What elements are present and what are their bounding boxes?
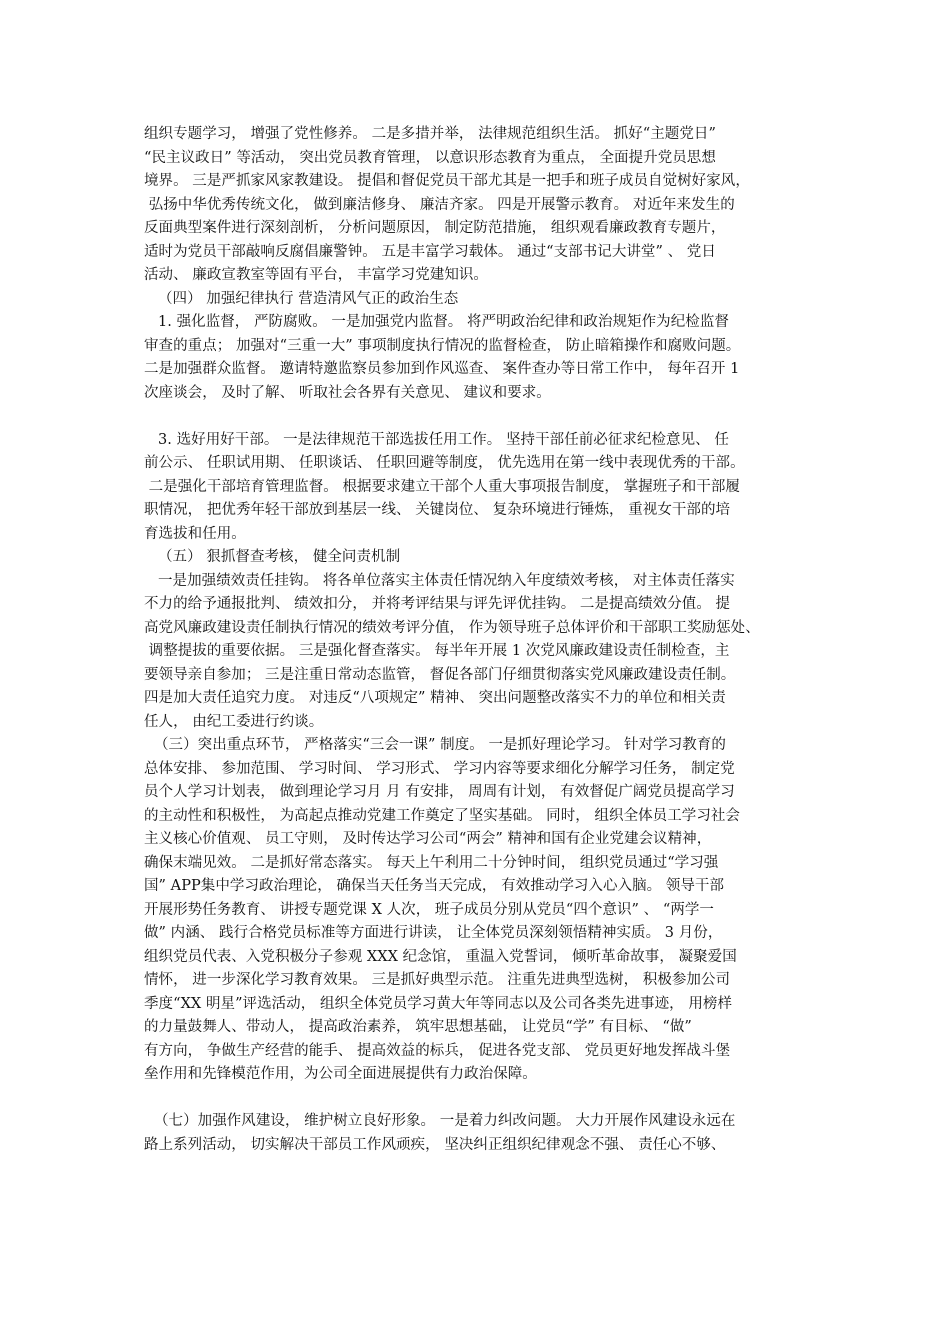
text-line: 组织专题学习， 增强了党性修养。 二是多措并举， 法律规范组织生活。 抓好“主题党日” bbox=[144, 126, 716, 142]
section-heading: （七）加强作风建设， 维护树立良好形象。 一是着力纠改问题。 大力开展作风建设永远在 bbox=[154, 1113, 736, 1129]
text-line: 四是加大责任追究力度。 对违反“八项规定” 精神、 突出问题整改落实不力的单位和相关责 bbox=[144, 690, 726, 706]
text-line: 的力量鼓舞人、带动人， 提高政治素养， 筑牢思想基础， 让党员“学” 有目标、 “做” bbox=[144, 1019, 692, 1035]
text-line: 二是强化干部培育管理监督。 根据要求建立干部个人重大事项报告制度， 掌握班子和干部履 bbox=[144, 478, 740, 495]
text-line: 路上系列活动， 切实解决干部员工作风顽疾， 坚决纠正组织纪律观念不强、 责任心不够、 bbox=[144, 1136, 726, 1153]
text-line: 3. 选好用好干部。 一是法律规范干部选拔任用工作。 坚持干部任前必征求纪检意见、 任 bbox=[158, 431, 729, 448]
section-heading: （五） 狠抓督查考核， 健全问责机制 bbox=[158, 549, 401, 565]
paragraph-gap bbox=[144, 405, 824, 429]
text-line: 要领导亲自参加； 三是注重日常动态监管， 督促各部门仔细贯彻落实党风廉政建设责任制。 bbox=[144, 666, 736, 683]
text-line: 高党风廉政建设责任制执行情况的绩效考评分值， 作为领导班子总体评价和干部职工奖励惩处、 bbox=[144, 619, 760, 636]
text-line: 活动、 廉政宣教室等固有平台， 丰富学习党建知识。 bbox=[144, 267, 488, 283]
text-line: 垒作用和先锋模范作用，为公司全面进展提供有力政治保障。 bbox=[144, 1066, 537, 1082]
text-line: 做” 内涵、 践行合格党员标准等方面进行讲读， 让全体党员深刻领悟精神实质。 3 月份， bbox=[144, 925, 723, 941]
text-line: 员个人学习计划表， 做到理论学习月 月 有安排， 周周有计划， 有效督促广阔党员提高学习 bbox=[144, 784, 735, 800]
text-line: 前公示、 任职试用期、 任职谈话、 任职回避等制度， 优先选用在第一线中表现优秀的干部。 bbox=[144, 455, 745, 471]
text-line: 组织党员代表、入党积极分子参观 XXX 纪念馆， 重温入党誓词， 倾听革命故事， 凝聚爱国 bbox=[144, 948, 737, 965]
text-line: 有方向， 争做生产经营的能手、 提高效益的标兵， 促进各党支部、 党员更好地发挥战斗堡 bbox=[144, 1042, 731, 1059]
text-line: 调整提拔的重要依据。 三是强化督查落实。 每半年开展 1 次党风廉政建设责任制检查，主 bbox=[144, 643, 730, 659]
text-line: 不力的给予通报批判、 绩效扣分， 并将考评结果与评先评优挂钩。 二是提高绩效分值。 提 bbox=[144, 596, 731, 612]
text-line: 弘扬中华优秀传统文化， 做到廉洁修身、 廉洁齐家。 四是开展警示教育。 对近年来发生的 bbox=[144, 196, 735, 213]
text-line: 二是加强群众监督。 邀请特邀监察员参加到作风巡查、 案件查办等日常工作中， 每年召开 1 bbox=[144, 361, 740, 377]
text-line: 主义核心价值观、 员工守则， 及时传达学习公司“两会” 精神和国有企业党建会议精神， bbox=[144, 831, 712, 847]
text-line: 的主动性和积极性， 为高起点推动党建工作奠定了坚实基础。 同时， 组织全体员工学习社会 bbox=[144, 807, 740, 824]
section-heading: （三）突出重点环节， 严格落实“三会一课” 制度。 一是抓好理论学习。 针对学习教育的 bbox=[154, 737, 726, 753]
text-line: 情怀， 进一步深化学习教育效果。 三是抓好典型示范。 注重先进典型选树， 积极参加公司 bbox=[144, 972, 731, 988]
text-line: 育选拔和任用。 bbox=[144, 525, 246, 542]
paragraph-gap bbox=[144, 1087, 824, 1111]
text-line: 确保末端见效。 二是抓好常态落实。 每天上午利用二十分钟时间， 组织党员通过“学习强 bbox=[144, 854, 719, 871]
text-line: 职情况， 把优秀年轻干部放到基层一线、 关键岗位、 复杂环境进行锤炼， 重视女干部的培 bbox=[144, 502, 731, 518]
text-line: 1. 强化监督， 严防腐败。 一是加强党内监督。 将严明政治纪律和政治规矩作为纪检监督 bbox=[158, 314, 729, 330]
text-line: “民主议政日” 等活动， 突出党员教育管理， 以意识形态教育为重点， 全面提升党员思想 bbox=[144, 149, 716, 166]
text-line: 国” APP集中学习政治理论， 确保当天任务当天完成， 有效推动学习入心入脑。 领导干部 bbox=[144, 878, 725, 894]
text-line: 总体安排、 参加范围、 学习时间、 学习形式、 学习内容等要求细化分解学习任务， 制定党 bbox=[144, 760, 735, 777]
text-line: 一是加强绩效责任挂钩。 将各单位落实主体责任情况纳入年度绩效考核， 对主体责任落实 bbox=[158, 572, 735, 589]
section-heading: （四） 加强纪律执行 营造清风气正的政治生态 bbox=[158, 290, 459, 307]
text-line: 次座谈会， 及时了解、 听取社会各界有关意见、 建议和要求。 bbox=[144, 384, 551, 401]
text-line: 季度“XX 明星”评选活动， 组织全体党员学习黄大年等同志以及公司各类先进事迹， 用榜样 bbox=[144, 995, 732, 1012]
text-line: 开展形势任务教育、 讲授专题党课 X 人次， 班子成员分别从党员“四个意识” 、 “两学一 bbox=[144, 901, 714, 918]
text-line: 任人， 由纪工委进行约谈。 bbox=[144, 713, 324, 730]
document-page bbox=[144, 123, 824, 1157]
text-line: 反面典型案件进行深刻剖析， 分析问题原因， 制定防范措施， 组织观看廉政教育专题片， bbox=[144, 220, 726, 236]
text-line: 审查的重点； 加强对“三重一大” 事项制度执行情况的监督检查， 防止暗箱操作和腐败问题。 bbox=[144, 337, 741, 354]
text-line: 适时为党员干部敲响反腐倡廉警钟。 五是丰富学习载体。 通过“支部书记大讲堂” 、 党日 bbox=[144, 243, 716, 260]
text-line: 境界。 三是严抓家风家教建设。 提倡和督促党员干部尤其是一把手和班子成员自觉树好家风， bbox=[144, 173, 750, 189]
